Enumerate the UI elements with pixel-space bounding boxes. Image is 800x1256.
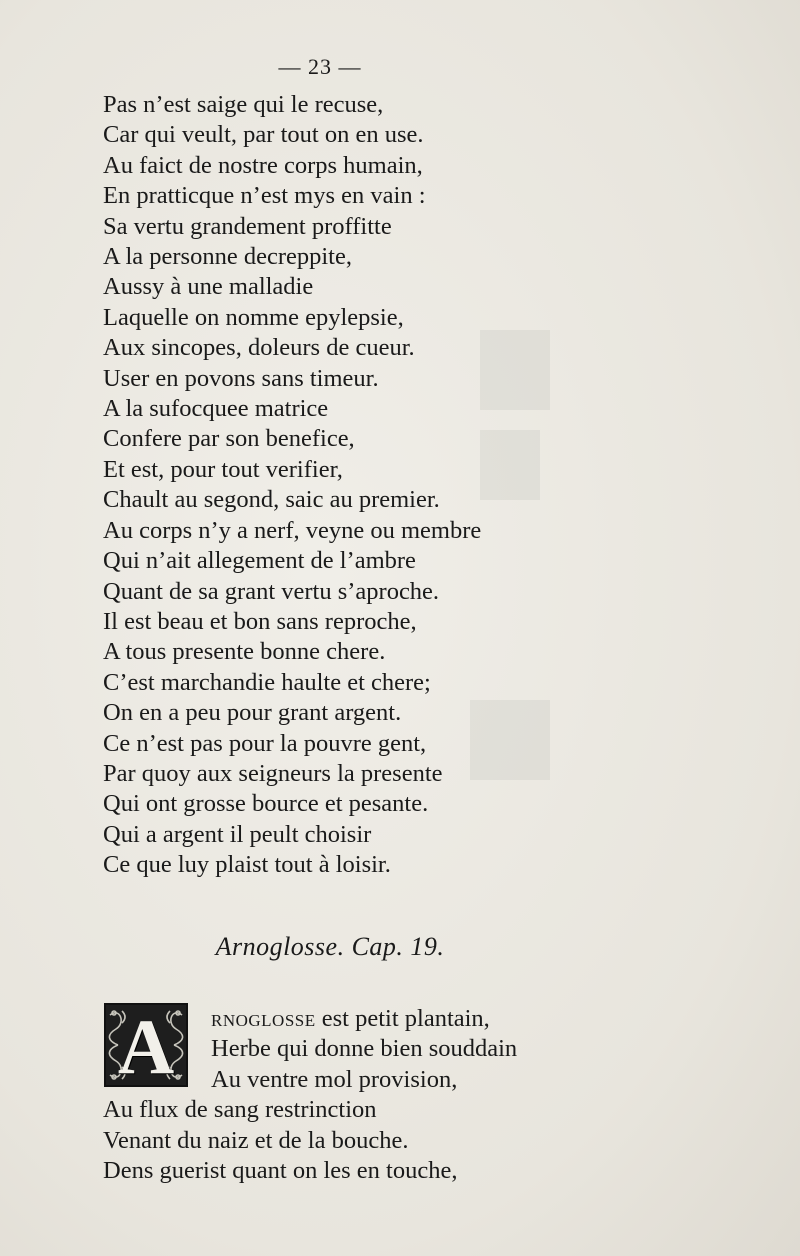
verse-line: Chault au segond, saic au premier. bbox=[103, 486, 440, 514]
verse-line: Sa vertu grandement proffitte bbox=[103, 212, 392, 240]
verse-line: Au flux de sang restrinction bbox=[103, 1096, 377, 1124]
verse-line: Aussy à une malladie bbox=[103, 273, 314, 301]
verse-line: Il est beau et bon sans reproche, bbox=[103, 607, 417, 635]
verse-line: Au faict de nostre corps humain, bbox=[103, 151, 423, 179]
poem-verses bbox=[103, 90, 481, 881]
verse-line: Car qui veult, par tout on en use. bbox=[103, 121, 424, 149]
verse-line: Venant du naiz et de la bouche. bbox=[103, 1126, 409, 1154]
bleed-through-texture bbox=[480, 90, 800, 1170]
verse-line: Qui n’ait allegement de l’ambre bbox=[103, 547, 416, 575]
verse-line: User en povons sans timeur. bbox=[103, 364, 379, 392]
verse-line: A tous presente bonne chere. bbox=[103, 638, 386, 666]
verse-line: Et est, pour tout verifier, bbox=[103, 455, 343, 483]
verse-line: Dens guerist quant on les en touche, bbox=[103, 1157, 458, 1185]
verse-first-word: rnoglosse bbox=[211, 1005, 316, 1032]
verse-line: Herbe qui donne bien souddain bbox=[211, 1035, 518, 1063]
verse-line: A la personne decreppite, bbox=[103, 243, 352, 271]
verse-first-line-rest: est petit plantain, bbox=[315, 1005, 490, 1032]
verse-line: En pratticque n’est mys en vain : bbox=[103, 182, 426, 210]
verse-line: On en a peu pour grant argent. bbox=[103, 699, 402, 727]
section-heading: Arnoglosse. Cap. 19. bbox=[215, 932, 445, 961]
verse-line: C’est marchandie haulte et chere; bbox=[103, 668, 431, 696]
verse-line: Au corps n’y a nerf, veyne ou membre bbox=[103, 516, 482, 544]
verse-line: Ce que luy plaist tout à loisir. bbox=[103, 851, 391, 879]
verse-line: Quant de sa grant vertu s’aproche. bbox=[103, 577, 440, 605]
poem-verses-continued bbox=[103, 1004, 517, 1186]
verse-line: Qui ont grosse bource et pesante. bbox=[103, 790, 429, 818]
verse-line: Au ventre mol provision, bbox=[211, 1065, 458, 1093]
verse-line: Aux sincopes, doleurs de cueur. bbox=[103, 334, 415, 362]
verse-line: Laquelle on nomme epylepsie, bbox=[103, 303, 404, 331]
verse-line: Ce n’est pas pour la pouvre gent, bbox=[103, 729, 427, 757]
initial-letter: A bbox=[117, 1003, 175, 1087]
page-number: — 23 — bbox=[278, 54, 362, 79]
verse-line: Pas n’est saige qui le recuse, bbox=[103, 91, 384, 118]
verse-line bbox=[103, 1004, 517, 1034]
verse-line: Qui a argent il peult choisir bbox=[103, 820, 372, 848]
verse-line: Par quoy aux seigneurs la presente bbox=[103, 759, 443, 787]
verse-line: Confere par son benefice, bbox=[103, 425, 355, 453]
verse-line: A la sufocquee matrice bbox=[103, 395, 329, 423]
